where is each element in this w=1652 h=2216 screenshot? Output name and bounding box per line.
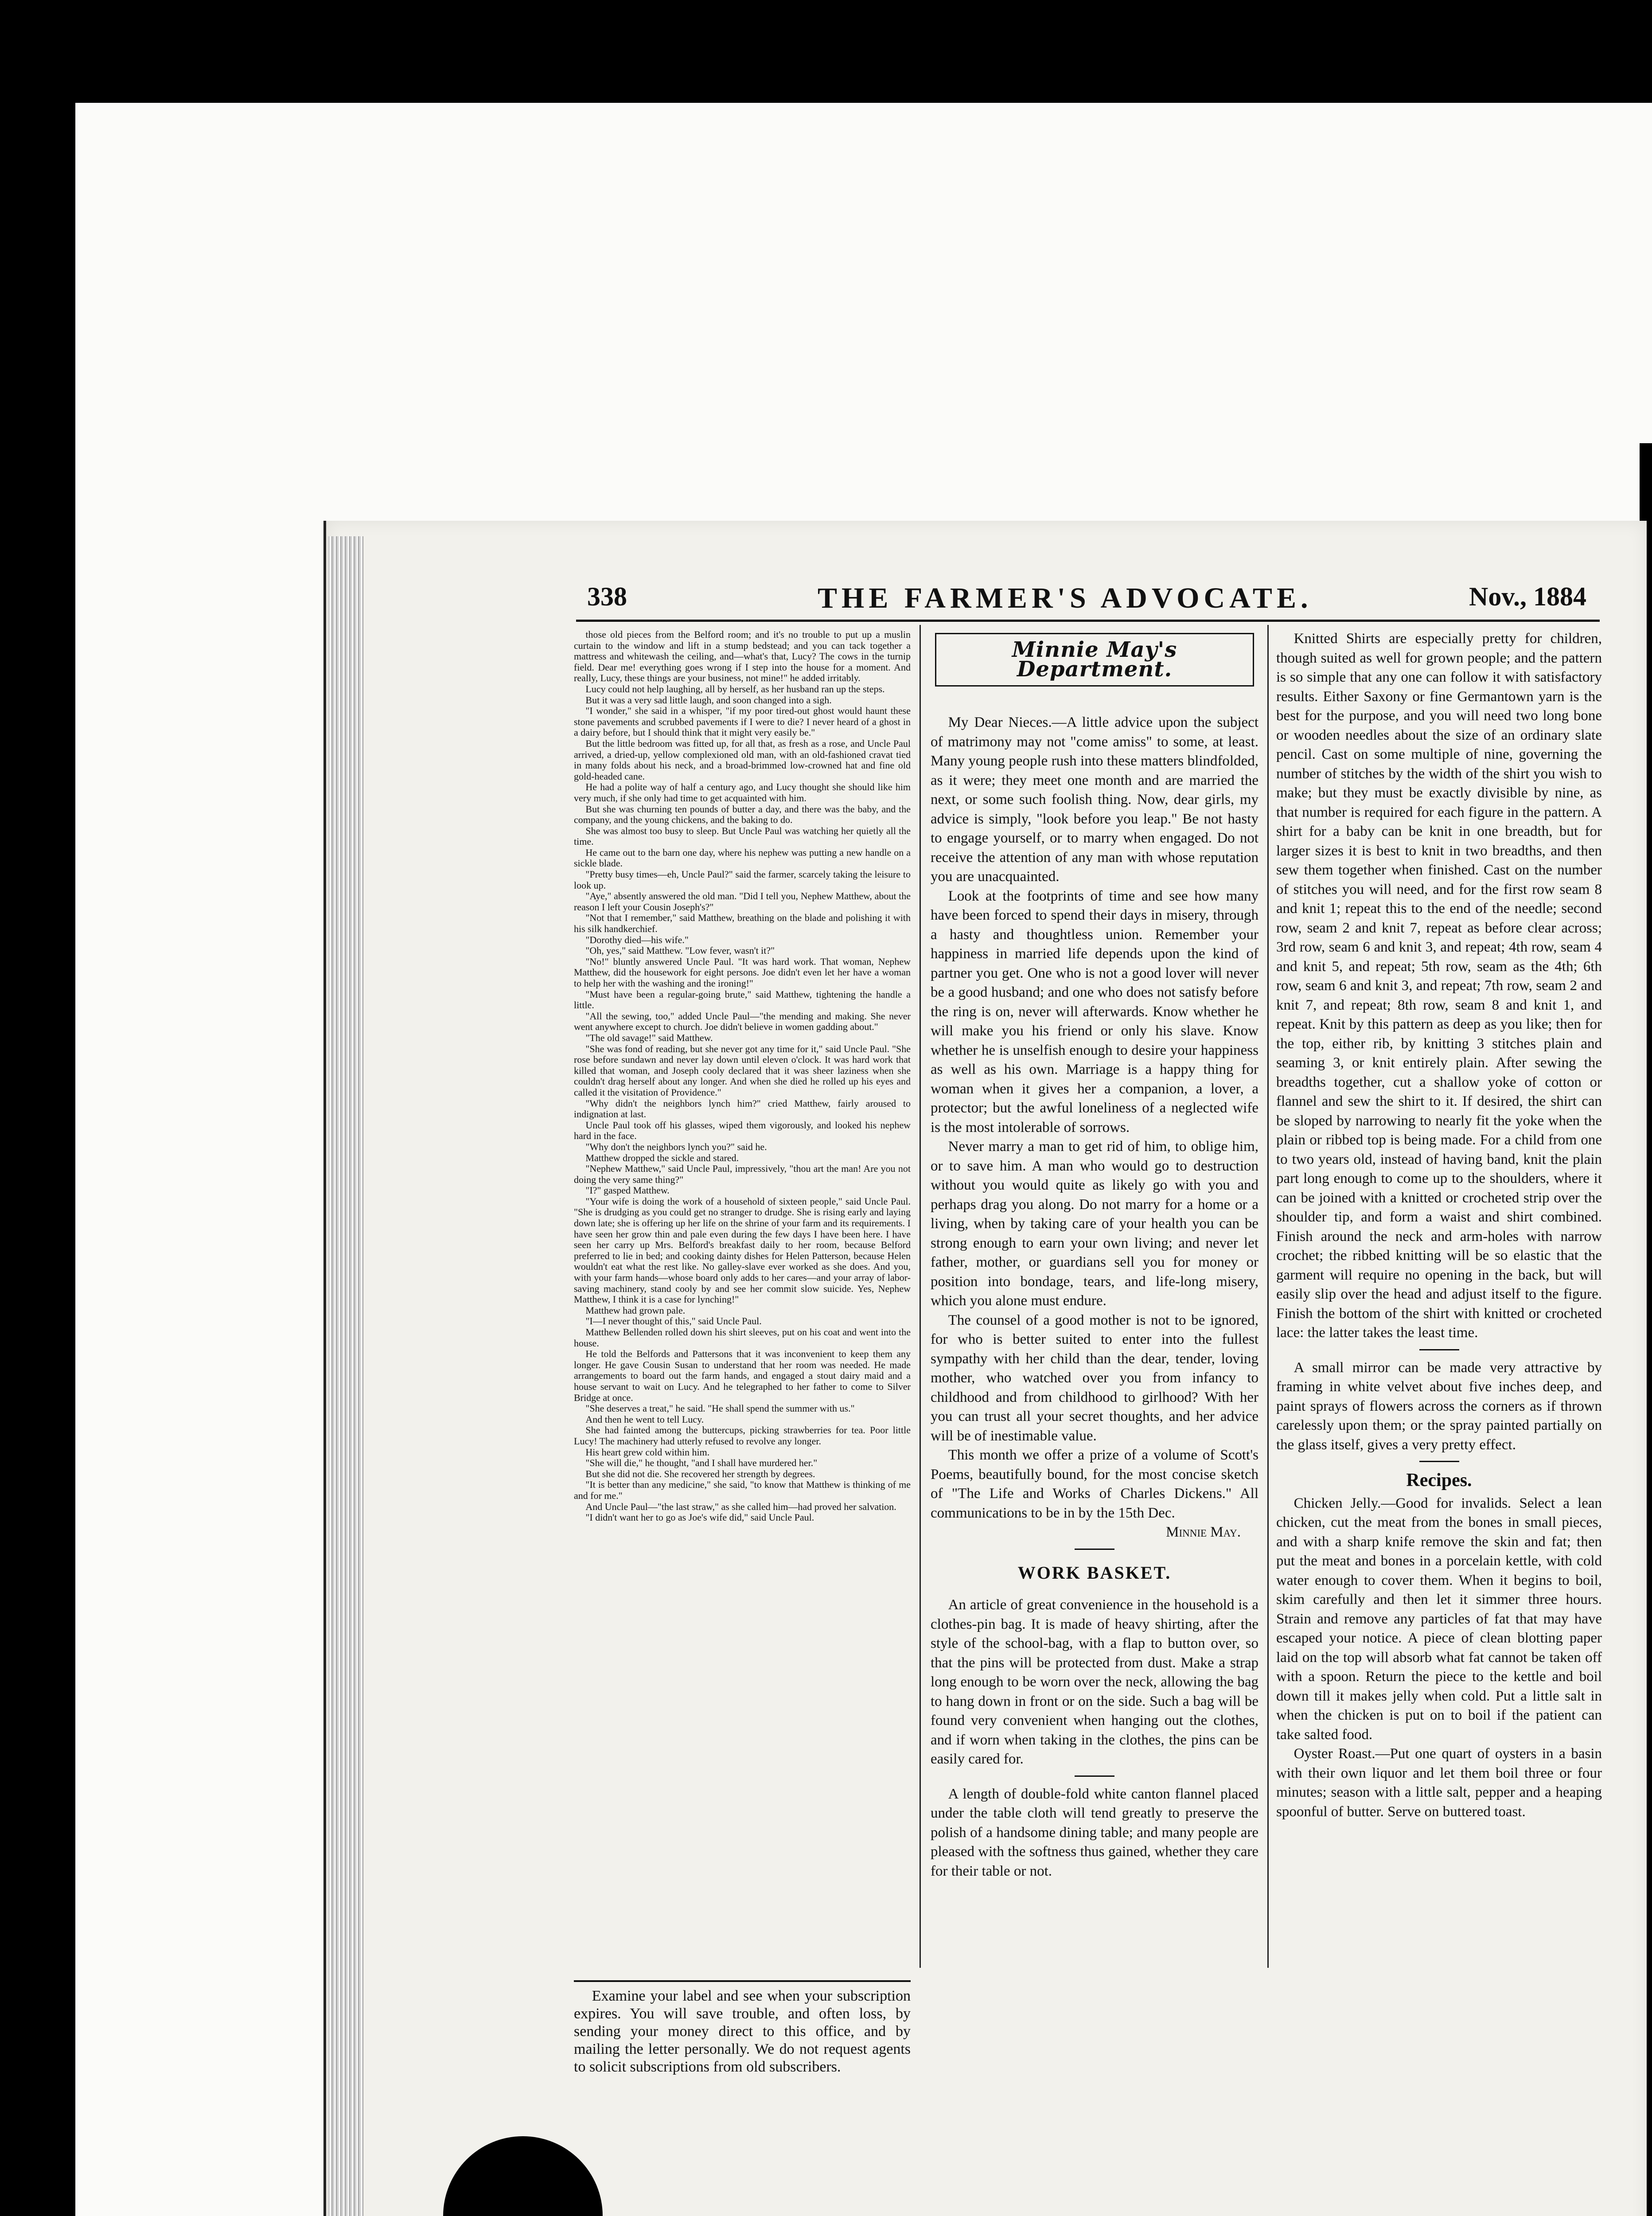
story-paragraph: "She deserves a treat," he said. "He shall spend the summer with us." xyxy=(585,1403,855,1414)
story-paragraph: "Aye," absently answered the old man. "Did I tell you, Nephew Matthew, about the reason I left your Cousin Joseph's?" xyxy=(574,890,911,913)
story-paragraph: "Must have been a regular-going brute," said Matthew, tightening the handle a little. xyxy=(574,988,911,1011)
short-rule xyxy=(1075,1549,1114,1550)
story-paragraph: He came out to the barn one day, where his nephew was putting a new handle on a sickle blade. xyxy=(574,847,911,869)
story-paragraph: She was almost too busy to sleep. But Uncle Paul was watching her quietly all the time. xyxy=(574,825,911,847)
work-basket-heading: WORK BASKET. xyxy=(1017,1562,1172,1583)
short-rule xyxy=(1419,1461,1459,1462)
story-paragraph: But she was churning ten pounds of butter a day, and there was the baby, and the company, and the young chickens, and the baking to do. xyxy=(574,803,911,826)
department-paragraph: This month we offer a prize of a volume of Scott's Poems, beautifully bound, for the most concise sketch of "The Life and Works of Charles Dickens." All communications to be in by the 15th Dec. xyxy=(931,1447,1258,1521)
story-paragraph: "Dorothy died—his wife." xyxy=(585,934,689,945)
issue-date: Nov., 1884 xyxy=(1469,582,1587,611)
story-paragraph: those old pieces from the Belford room; and it's no trouble to put up a muslin curtain to the window and lift in a stump bedstead; and you can tack together a mattress and whitewash the ceiling, and—what's that, Lucy? The cows in the turnip field. Dear me! everything goes wrong if I step into the house for a moment. And really, Lucy, these things are your business, not mine!" he added irritably. xyxy=(574,629,911,684)
signature: Minnie May. xyxy=(1166,1524,1241,1540)
subscription-notice-text: Examine your label and see when your subscription expires. You will save trouble, and often loss, by sending your money direct to this office, and by mailing the letter personally. We do not request agents to solicit subscriptions from old subscribers. xyxy=(574,1988,911,2075)
story-paragraph: "The old savage!" said Matthew. xyxy=(585,1032,713,1043)
story-paragraph: "Not that I remember," said Matthew, breathing on the blade and polishing it with his silk handkerchief. xyxy=(574,912,911,935)
story-paragraph: Matthew had grown pale. xyxy=(585,1304,686,1316)
story-paragraph: "No!" bluntly answered Uncle Paul. "It was hard work. That woman, Nephew Matthew, did the housework for eight persons. Joe didn't even let her have a woman to help her with the washing and the ironing!" xyxy=(574,956,911,989)
story-paragraph: "Your wife is doing the work of a household of sixteen people," said Uncle Paul. "She is drudging as you could get no stranger to drudge. She is rising early and laying down late; she is offering up her life on the shrine of your farm and its requirements. I have seen her grow thin and pale even during the few days I have been here. I have seen her carry up Mrs. Belford's breakfast daily to her room, because Belford preferred to lie in bed; and cooking dainty dishes for Helen Patterson, because Helen wouldn't eat what the rest like. No galley-slave ever worked as she does. And you, with your farm hands—whose board only adds to her cares—and your array of labor-saving machinery, stand cooly by and see her commit slow suicide. Yes, Nephew Matthew, I think it is a case for lynching!" xyxy=(574,1195,911,1305)
book-binding-edge xyxy=(328,536,363,2216)
short-rule xyxy=(1419,1349,1459,1350)
recipe-paragraph: Oyster Roast.—Put one quart of oysters in a basin with their own liquor and let them boil three or four minutes; season with a little salt, pepper and a heaping spoonful of butter. Serve on buttered toast. xyxy=(1276,1746,1602,1820)
column-household xyxy=(1276,629,1602,1822)
story-paragraph: "It is better than any medicine," she said, "to know that Matthew is thinking of me and for me." xyxy=(574,1479,911,1501)
story-paragraph: His heart grew cold within him. xyxy=(585,1446,710,1458)
story-paragraph: Lucy could not help laughing, all by herself, as her husband ran up the steps. xyxy=(585,683,885,694)
story-paragraph: "Nephew Matthew," said Uncle Paul, impressively, "thou art the man! Are you not doing the very same thing?" xyxy=(574,1163,911,1185)
story-paragraph: "I didn't want her to go as Joe's wife did," said Uncle Paul. xyxy=(585,1512,814,1523)
department-paragraph: The counsel of a good mother is not to be ignored, for who is better suited to enter into the fullest sympathy with her child than the dear, tender, loving mother, who watched over you from infancy to childhood and from childhood to girlhood? With her you can trust all your secret thoughts, and her advice will be of inestimable value. xyxy=(931,1312,1258,1444)
story-paragraph: "I—I never thought of this," said Uncle Paul. xyxy=(585,1315,762,1327)
story-paragraph: And then he went to tell Lucy. xyxy=(585,1413,704,1425)
page-header xyxy=(587,581,1593,617)
story-paragraph: And Uncle Paul—"the last straw," as she called him—had proved her salvation. xyxy=(585,1501,896,1512)
story-paragraph: She had fainted among the buttercups, picking strawberries for tea. Poor little Lucy! The machinery had utterly refused to revolve any longer. xyxy=(574,1424,911,1447)
story-paragraph: "I wonder," she said in a whisper, "if my poor tired-out ghost would haunt these stone pavements and scrubbed pavements if I were to die? I never heard of a ghost in a dairy before, but I should think that it might very easily be." xyxy=(574,705,911,738)
story-paragraph: "All the sewing, too," added Uncle Paul—"the mending and making. She never went anywhere except to church. Joe didn't believe in women gadding about." xyxy=(574,1010,911,1033)
story-paragraph: "Pretty busy times—eh, Uncle Paul?" said the farmer, scarcely taking the leisure to look up. xyxy=(574,869,911,891)
column-department xyxy=(931,629,1258,1881)
story-paragraph: "Oh, yes," said Matthew. "Low fever, wasn't it?" xyxy=(585,945,775,956)
short-rule xyxy=(1075,1775,1114,1777)
work-basket-paragraph: An article of great convenience in the household is a clothes-pin bag. It is made of heavy shirting, after the style of the school-bag, with a flap to button over, so that the pins will be protected from dust. Make a strap long enough to be worn over the neck, allowing the bag to hang down in front or on the side. Such a bag will be found very convenient when hanging out the clothes, and if worn when taking in the clothes, the pins can be easily cared for. xyxy=(931,1597,1258,1767)
story-paragraph: "She will die," he thought, "and I shall have murdered her." xyxy=(585,1457,818,1469)
masthead-title: THE FARMER'S ADVOCATE. xyxy=(818,582,1313,614)
story-paragraph: "Why don't the neighbors lynch you?" said he. xyxy=(585,1141,767,1152)
household-paragraph: Knitted Shirts are especially pretty for children, though suited as well for grown people; and the pattern is so simple that any one can follow it with satisfactory results. Either Saxony or fine Germantown yarn is the best for the purpose, and you will need two long bone or wooden needles about the size of an ordinary slate pencil. Cast on some multiple of nine, governing the number of stitches by the width of the shirt you wish to make; but they must be exactly divisible by nine, as that number is required for each figure in the pattern. A shirt for a baby can be knit in one breadth, but for larger sizes it is best to knit in two breadths, and then sew them together when finished. Cast on the number of stitches you will need, and for the first row seam 8 and knit 1; repeat this to the end of the needle; second row, seam 2 and knit 7, repeat as before clear across; 3rd row, seam 6 and knit 3, and repeat; 4th row, seam 4 and knit 5, and repeat; 5th row, seam as the 4th; 6th row, seam 6 and knit 3, and repeat; 7th row, seam 2 and knit 7, and repeat; 8th row, seam 8 and knit 1, and repeat. Knit by this pattern as deep as you like; then for the top, either rib, by knitting 3 stitches plain and seaming 3, or knit entirely plain. After sewing the breadths together, cut a shallow yoke of cotton or flannel and sew the shirt to it. If desired, the shirt can be sloped by narrowing to nearly fit the yoke when the plain or ribbed top is being made. For a child from one to two years old, instead of having band, knit the plain part long enough to come up to the shoulders, where it can be joined with a knitted or crocheted strip over the shoulder tip, and form a waist and shirt combined. Finish around the neck and arm-holes with narrow crochet; the ribbed knitting will be so elastic that the garment will require no opening in the back, but will easily slip over the head and adjust itself to the figure. Finish the bottom of the shirt with knitted or crocheted lace: the latter takes the least time. xyxy=(1276,631,1602,1341)
story-paragraph: Uncle Paul took off his glasses, wiped them vigorously, and looked his nephew hard in the face. xyxy=(574,1119,911,1142)
story-paragraph: Matthew Bellenden rolled down his shirt sleeves, put on his coat and went into the house. xyxy=(574,1326,911,1349)
page-number: 338 xyxy=(587,582,627,611)
story-paragraph: "She was fond of reading, but she never got any time for it," said Uncle Paul. "She rose before sundawn and never lay down until eleven o'clock. It was hard work that killed that woman, and Joseph cooly declared that it was sheer laziness when she couldn't drag herself about any longer. And when she died he rolled up his eyes and called it the visitation of Providence." xyxy=(574,1043,911,1098)
department-title: Minnie May's Department. xyxy=(935,633,1254,687)
story-paragraph: But the little bedroom was fitted up, for all that, as fresh as a rose, and Uncle Paul arrived, a dried-up, yellow complexioned old man, with an old-fashioned cravat tied in many folds about his neck, and a broad-brimmed low-crowned hat and fine old gold-headed cane. xyxy=(574,737,911,782)
column-story xyxy=(574,629,911,1523)
story-paragraph: But it was a very sad little laugh, and soon changed into a sigh. xyxy=(585,694,832,706)
column-divider-1 xyxy=(920,625,921,1968)
department-paragraph: Never marry a man to get rid of him, to oblige him, or to save him. A man who would go to destruction without you would quite as likely go with you and perhaps drag you along. Do not marry for a home or a living, when by taking care of your health you can be strong enough to earn your own living; and never let father, mother, or guardians sell you for money or position into bondage, tears, and life-long misery, which you alone must endure. xyxy=(931,1139,1258,1309)
subscription-notice xyxy=(574,1980,911,2076)
story-paragraph: He told the Belfords and Pattersons that it was inconvenient to keep them any longer. He gave Cousin Susan to understand that her room was needed. He made arrangements to board out the farm hands, and engaged a stout dairy maid and a house servant to wait on Lucy. And he telegraphed to her father to come to Silver Bridge at once. xyxy=(574,1348,911,1403)
work-basket-paragraph: A length of double-fold white canton flannel placed under the table cloth will tend greatly to preserve the polish of a handsome dining table; and many people are pleased with the softness thus gained, whether they care for their table or not. xyxy=(931,1786,1258,1879)
story-paragraph: Matthew dropped the sickle and stared. xyxy=(585,1152,739,1163)
column-divider-2 xyxy=(1267,625,1269,1968)
header-rule xyxy=(576,620,1600,622)
scan-top-border xyxy=(0,0,1652,103)
recipe-paragraph: Chicken Jelly.—Good for invalids. Select a lean chicken, cut the meat from the bones in small pieces, and with a sharp knife remove the skin and fat; then put the meat and bones in a porcelain kettle, with cold water enough to cover them. When it begins to boil, skim carefully and then let it simmer three hours. Strain and remove any particles of fat that may have escaped your notice. A piece of clean blotting paper laid on the top will absorb what fat cannot be taken off with a spoon. Return the piece to the kettle and boil down till it makes jelly when cold. Put a little salt in when the chicken is put on to boil if the patient can take salted food. xyxy=(1276,1495,1602,1743)
household-paragraph: A small mirror can be made very attractive by framing in white velvet about five inches deep, and paint sprays of flowers across the corners as if thrown carelessly upon them; or the spray painted partially on the glass itself, gives a very pretty effect. xyxy=(1276,1359,1602,1453)
story-paragraph: He had a polite way of half a century ago, and Lucy thought she should like him very much, if she only had time to get acquainted with him. xyxy=(574,781,911,804)
department-paragraph: Look at the footprints of time and see how many have been forced to spend their days in misery, through a hasty and thoughtless union. Remember your happiness in married life depends upon the kind of partner you get. One who is not a good lover will never be a good husband; and one who does not satisfy before the ring is on, never will afterwards. Know whether he will make you his friend or only his slave. Know whether he is unselfish enough to desire your happiness as well as his own. Marriage is a happy thing for woman when it gives her a companion, a lover, a protector; but the awful loneliness of a neglected wife is the most intolerable of sorrows. xyxy=(931,888,1258,1135)
recipes-heading: Recipes. xyxy=(1406,1470,1472,1490)
story-paragraph: "Why didn't the neighbors lynch him?" cried Matthew, fairly aroused to indignation at last. xyxy=(574,1097,911,1120)
department-paragraph: My Dear Nieces.—A little advice upon the subject of matrimony may not "come amiss" to some, at least. Many young people rush into these matters blindfolded, as it were; they meet one month and are married the next, or some such foolish thing. Now, dear girls, my advice is simply, "look before you leap." Be not hasty to engage yourself, or to marry when engaged. Do not receive the attention of any man with whose reputation you are unacquainted. xyxy=(931,714,1258,885)
story-paragraph: "I?" gasped Matthew. xyxy=(585,1185,670,1196)
story-paragraph: But she did not die. She recovered her strength by degrees. xyxy=(585,1468,815,1479)
